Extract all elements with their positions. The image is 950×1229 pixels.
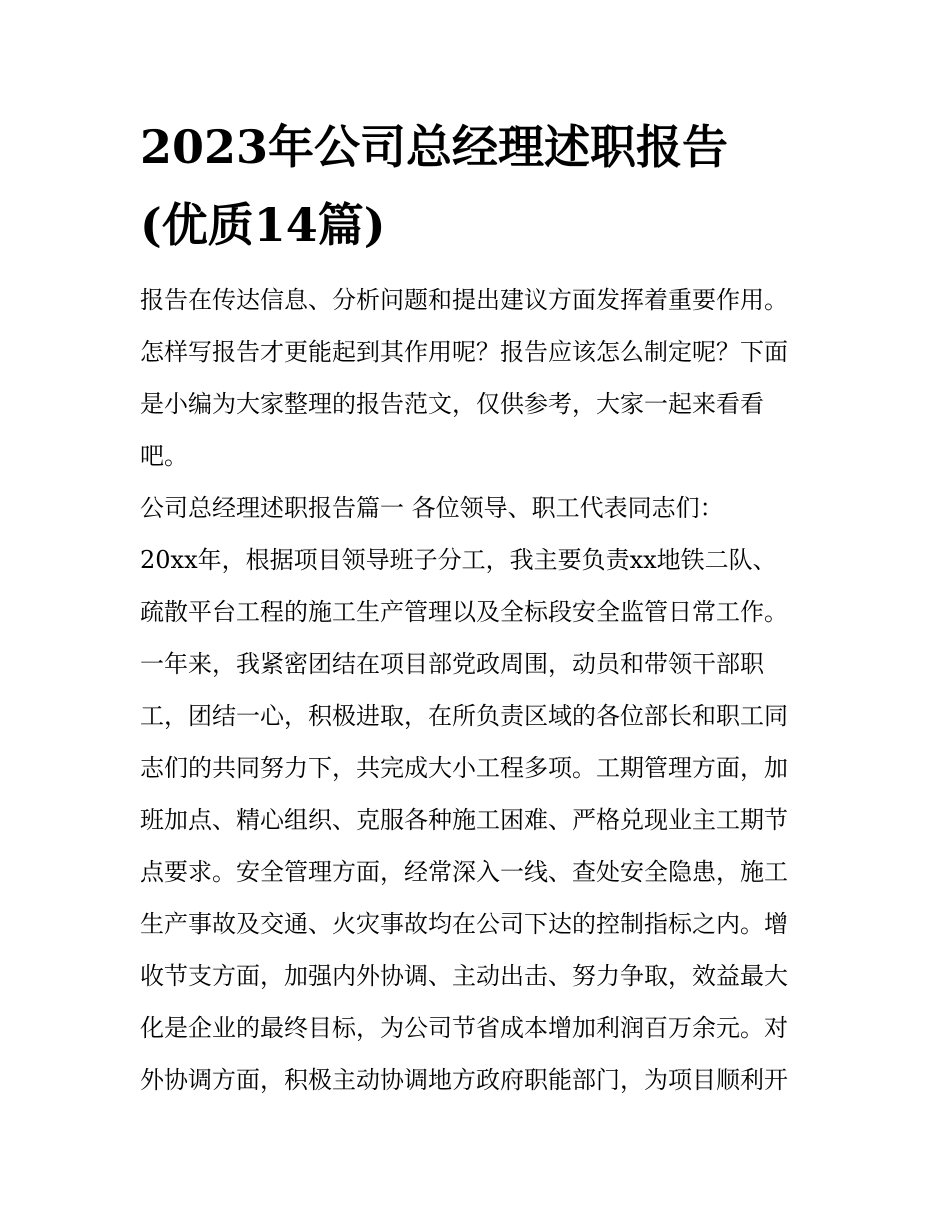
document-title <box>140 108 820 264</box>
body-line: 外协调方面，积极主动协调地方政府职能部门，为项目顺利开 <box>140 1066 788 1094</box>
body-line: 报告在传达信息、分析问题和提出建议方面发挥着重要作用。 <box>140 286 788 314</box>
document-content <box>140 108 820 1106</box>
title-line-2: (优质14篇) <box>140 198 386 252</box>
body-line: 是小编为大家整理的报告范文，仅供参考，大家一起来看看 <box>140 390 764 418</box>
body-line: 班加点、精心组织、克服各种施工困难、严格兑现业主工期节 <box>140 806 788 834</box>
body-line: 生产事故及交通、火灾事故均在公司下达的控制指标之内。增 <box>140 910 788 938</box>
body-line: 怎样写报告才更能起到其作用呢？报告应该怎么制定呢？下面 <box>140 338 788 366</box>
document-body <box>140 274 820 1106</box>
title-line-1: 2023年公司总经理述职报告 <box>140 120 729 174</box>
body-line: 吧。 <box>140 442 188 470</box>
body-line: 疏散平台工程的施工生产管理以及全标段安全监管日常工作。 <box>140 598 788 626</box>
body-line: 志们的共同努力下，共完成大小工程多项。工期管理方面，加 <box>140 754 788 782</box>
body-line: 工，团结一心，积极进取，在所负责区域的各位部长和职工同 <box>140 702 788 730</box>
body-line: 点要求。安全管理方面，经常深入一线、查处安全隐患，施工 <box>140 858 788 886</box>
body-line: 化是企业的最终目标，为公司节省成本增加利润百万余元。对 <box>140 1014 788 1042</box>
body-line: 一年来，我紧密团结在项目部党政周围，动员和带领干部职 <box>140 650 764 678</box>
body-line: 20xx年，根据项目领导班子分工，我主要负责xx地铁二队、 <box>140 546 777 574</box>
body-line: 收节支方面，加强内外协调、主动出击、努力争取，效益最大 <box>140 962 788 990</box>
body-line: 公司总经理述职报告篇一 各位领导、职工代表同志们： <box>140 494 724 522</box>
